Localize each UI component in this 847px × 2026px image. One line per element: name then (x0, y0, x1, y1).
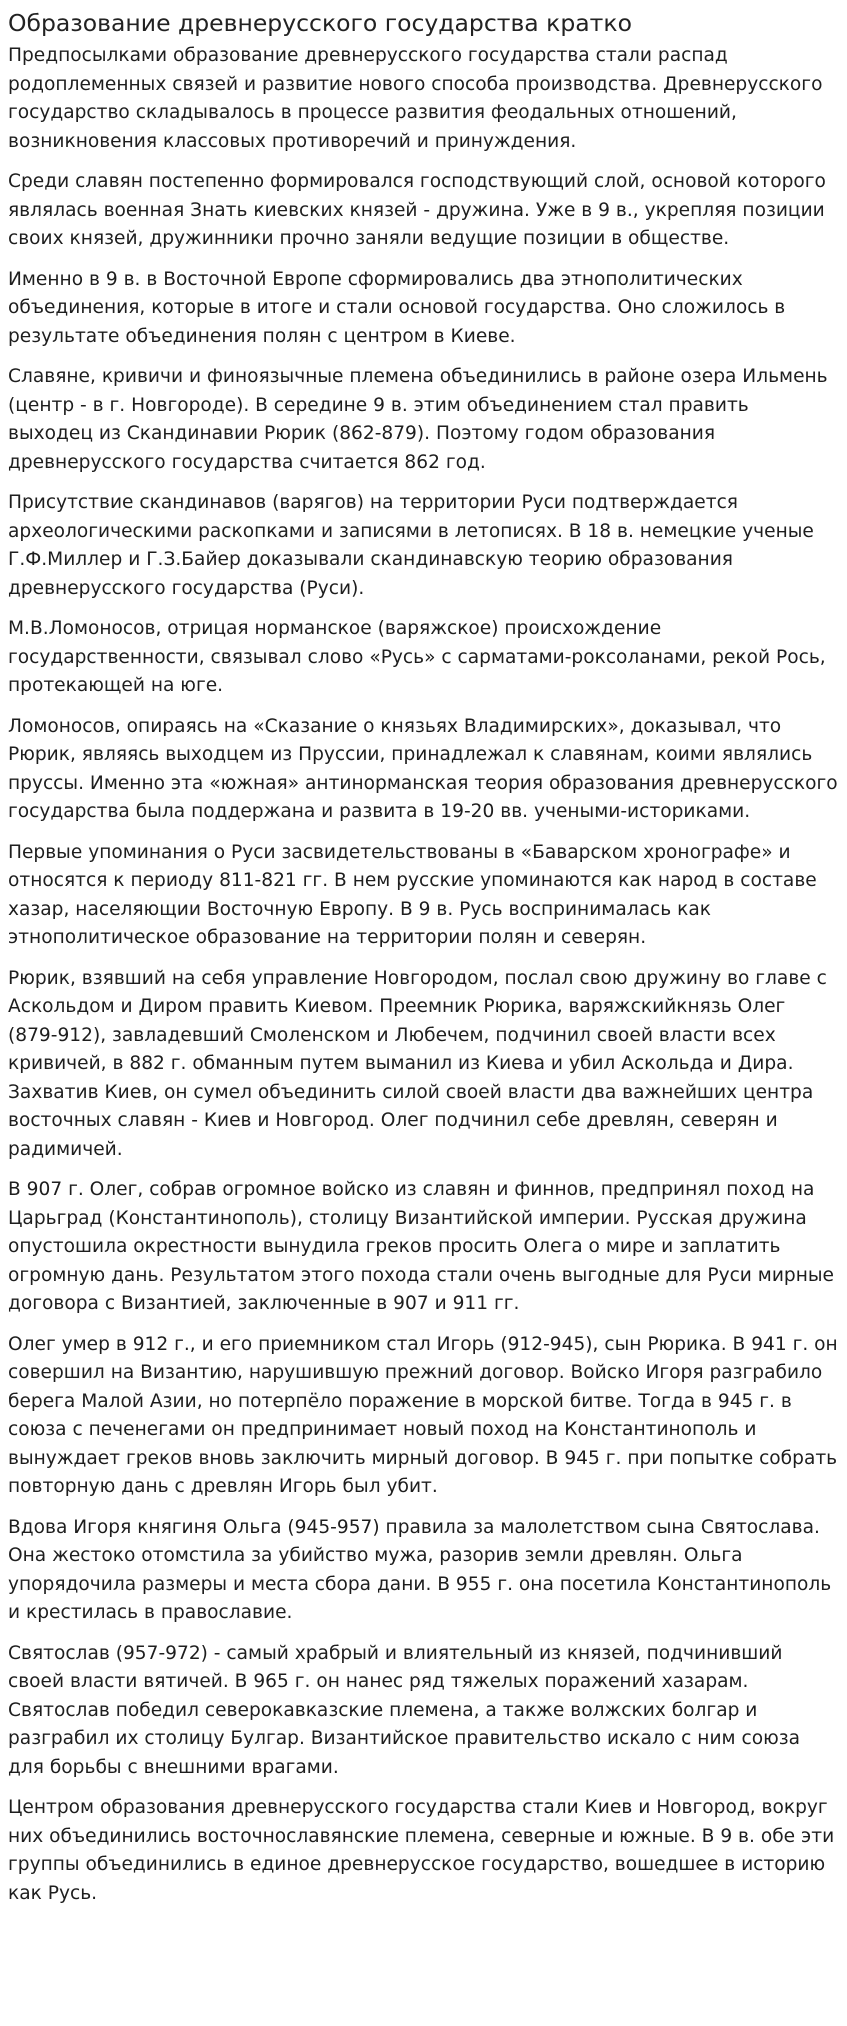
paragraph: Славяне, кривичи и финоязычные племена объединились в районе озера Ильмень (центр - в г. Новгороде). В середине 9 в. этим объединением стал править выходец из Скандинавии Рюрик (862-879). Поэтому годом образования древнерусского государства считается 862 год. (8, 366, 828, 473)
paragraph: Святослав (957-972) - самый храбрый и влиятельный из князей, подчинивший своей власти вятичей. В 965 г. он нанес ряд тяжелых поражений хазарам. Святослав победил северокавказские племена, а также волжских болгар и разграбил их столицу Булгар. Византийское правительство искало с ним союза для борьбы с внешними врагами. (8, 1642, 801, 1778)
paragraph: Вдова Игоря княгиня Ольга (945-957) правила за малолетством сына Святослава. Она жестоко отомстила за убийство мужа, разорив земли древлян. Ольга упорядочила размеры и места сбора дани. В 955 г. она посетила Константинополь и крестилась в православие. (8, 1516, 832, 1623)
paragraph: М.В.Ломоносов, отрицая норманское (варяжское) происхождение государственности, связывал слово «Русь» с сарматами-роксоланами, рекой Рось, протекающей на юге. (8, 618, 826, 696)
paragraph: Присутствие скандинавов (варягов) на территории Руси подтверждается археологическими раскопками и записями в летописях. В 18 в. немецкие ученые Г.Ф.Миллер и Г.З.Байер доказывали скандинавскую теорию образования древнерусского государства (Руси). (8, 492, 814, 599)
paragraph: Среди славян постепенно формировался господствующий слой, основой которого являлась военная Знать киевских князей - дружина. Уже в 9 в., укрепляя позиции своих князей, дружинники прочно заняли ведущие позиции в обществе. (8, 171, 826, 249)
paragraph: Именно в 9 в. в Восточной Европе сформировались два этнополитических объединения, которые в итоге и стали основой государства. Оно сложилось в результате объединения полян с центром в Киеве. (8, 268, 786, 347)
article-title: Образование древнерусского государства кратко (8, 9, 632, 37)
paragraph: В 907 г. Олег, собрав огромное войско из славян и финнов, предпринял поход на Царьград (Константинополь), столицу Византийской империи. Русская дружина опустошила окрестности вынудила греков просить Олега о мире и заплатить огромную дань. Результатом этого похода стали очень выгодные для Руси мирные договора с Византией, заключенные в 907 и 911 гг. (8, 1179, 834, 1314)
paragraph: Первые упоминания о Руси засвидетельствованы в «Баварском хронографе» и относятся к периоду 811-821 гг. В нем русские упоминаются как народ в составе хазар, населяющии Восточную Европу. В 9 в. Русь воспринималась как этнополитическое образование на территории полян и северян. (8, 841, 817, 948)
article-body (8, 42, 839, 1908)
paragraph: Предпосылками образование древнерусского государства стали распад родоплеменных связей и развитие нового способа производства. Древнерусского государство складывалось в процессе развития феодальных отношений, возникновения классовых противоречий и принуждения. (8, 45, 823, 152)
paragraph: Олег умер в 912 г., и его приемником стал Игорь (912-945), сын Рюрика. В 941 г. он совершил на Византию, нарушившую прежний договор. Войско Игоря разграбило берега Малой Азии, но потерпёло поражение в морской битве. Тогда в 945 г. в союза с печенегами он предпринимает новый поход на Константинополь и вынуждает греков вновь заключить мирный договор. В 945 г. при попытке собрать повторную дань с древлян Игорь был убит. (8, 1333, 838, 1497)
paragraph: Ломоносов, опираясь на «Сказание о князьях Владимирских», доказывал, что Рюрик, являясь выходцем из Пруссии, принадлежал к славянам, коими являлись пруссы. Именно эта «южная» антинорманская теория образования древнерусского государства была поддержана и развита в 19-20 вв. учеными-историками. (8, 715, 838, 822)
paragraph: Рюрик, взявший на себя управление Новгородом, послал свою дружину во главе с Аскольдом и Диром править Киевом. Преемник Рюрика, варяжскийкнязь Олег (879-912), завладевший Смоленском и Любечем, подчинил своей власти всех кривичей, в 882 г. обманным путем выманил из Киева и убил Аскольда и Дира. Захватив Киев, он сумел объединить силой своей власти два важнейших центра восточных славян - Киев и Новгород. Олег подчинил себе древлян, северян и радимичей. (8, 967, 827, 1160)
paragraph: Центром образования древнерусского государства стали Киев и Новгород, вокруг них объединились восточнославянские племена, северные и южные. В 9 в. обе эти группы объединились в единое древнерусское государство, вошедшее в историю как Русь. (8, 1797, 835, 1904)
